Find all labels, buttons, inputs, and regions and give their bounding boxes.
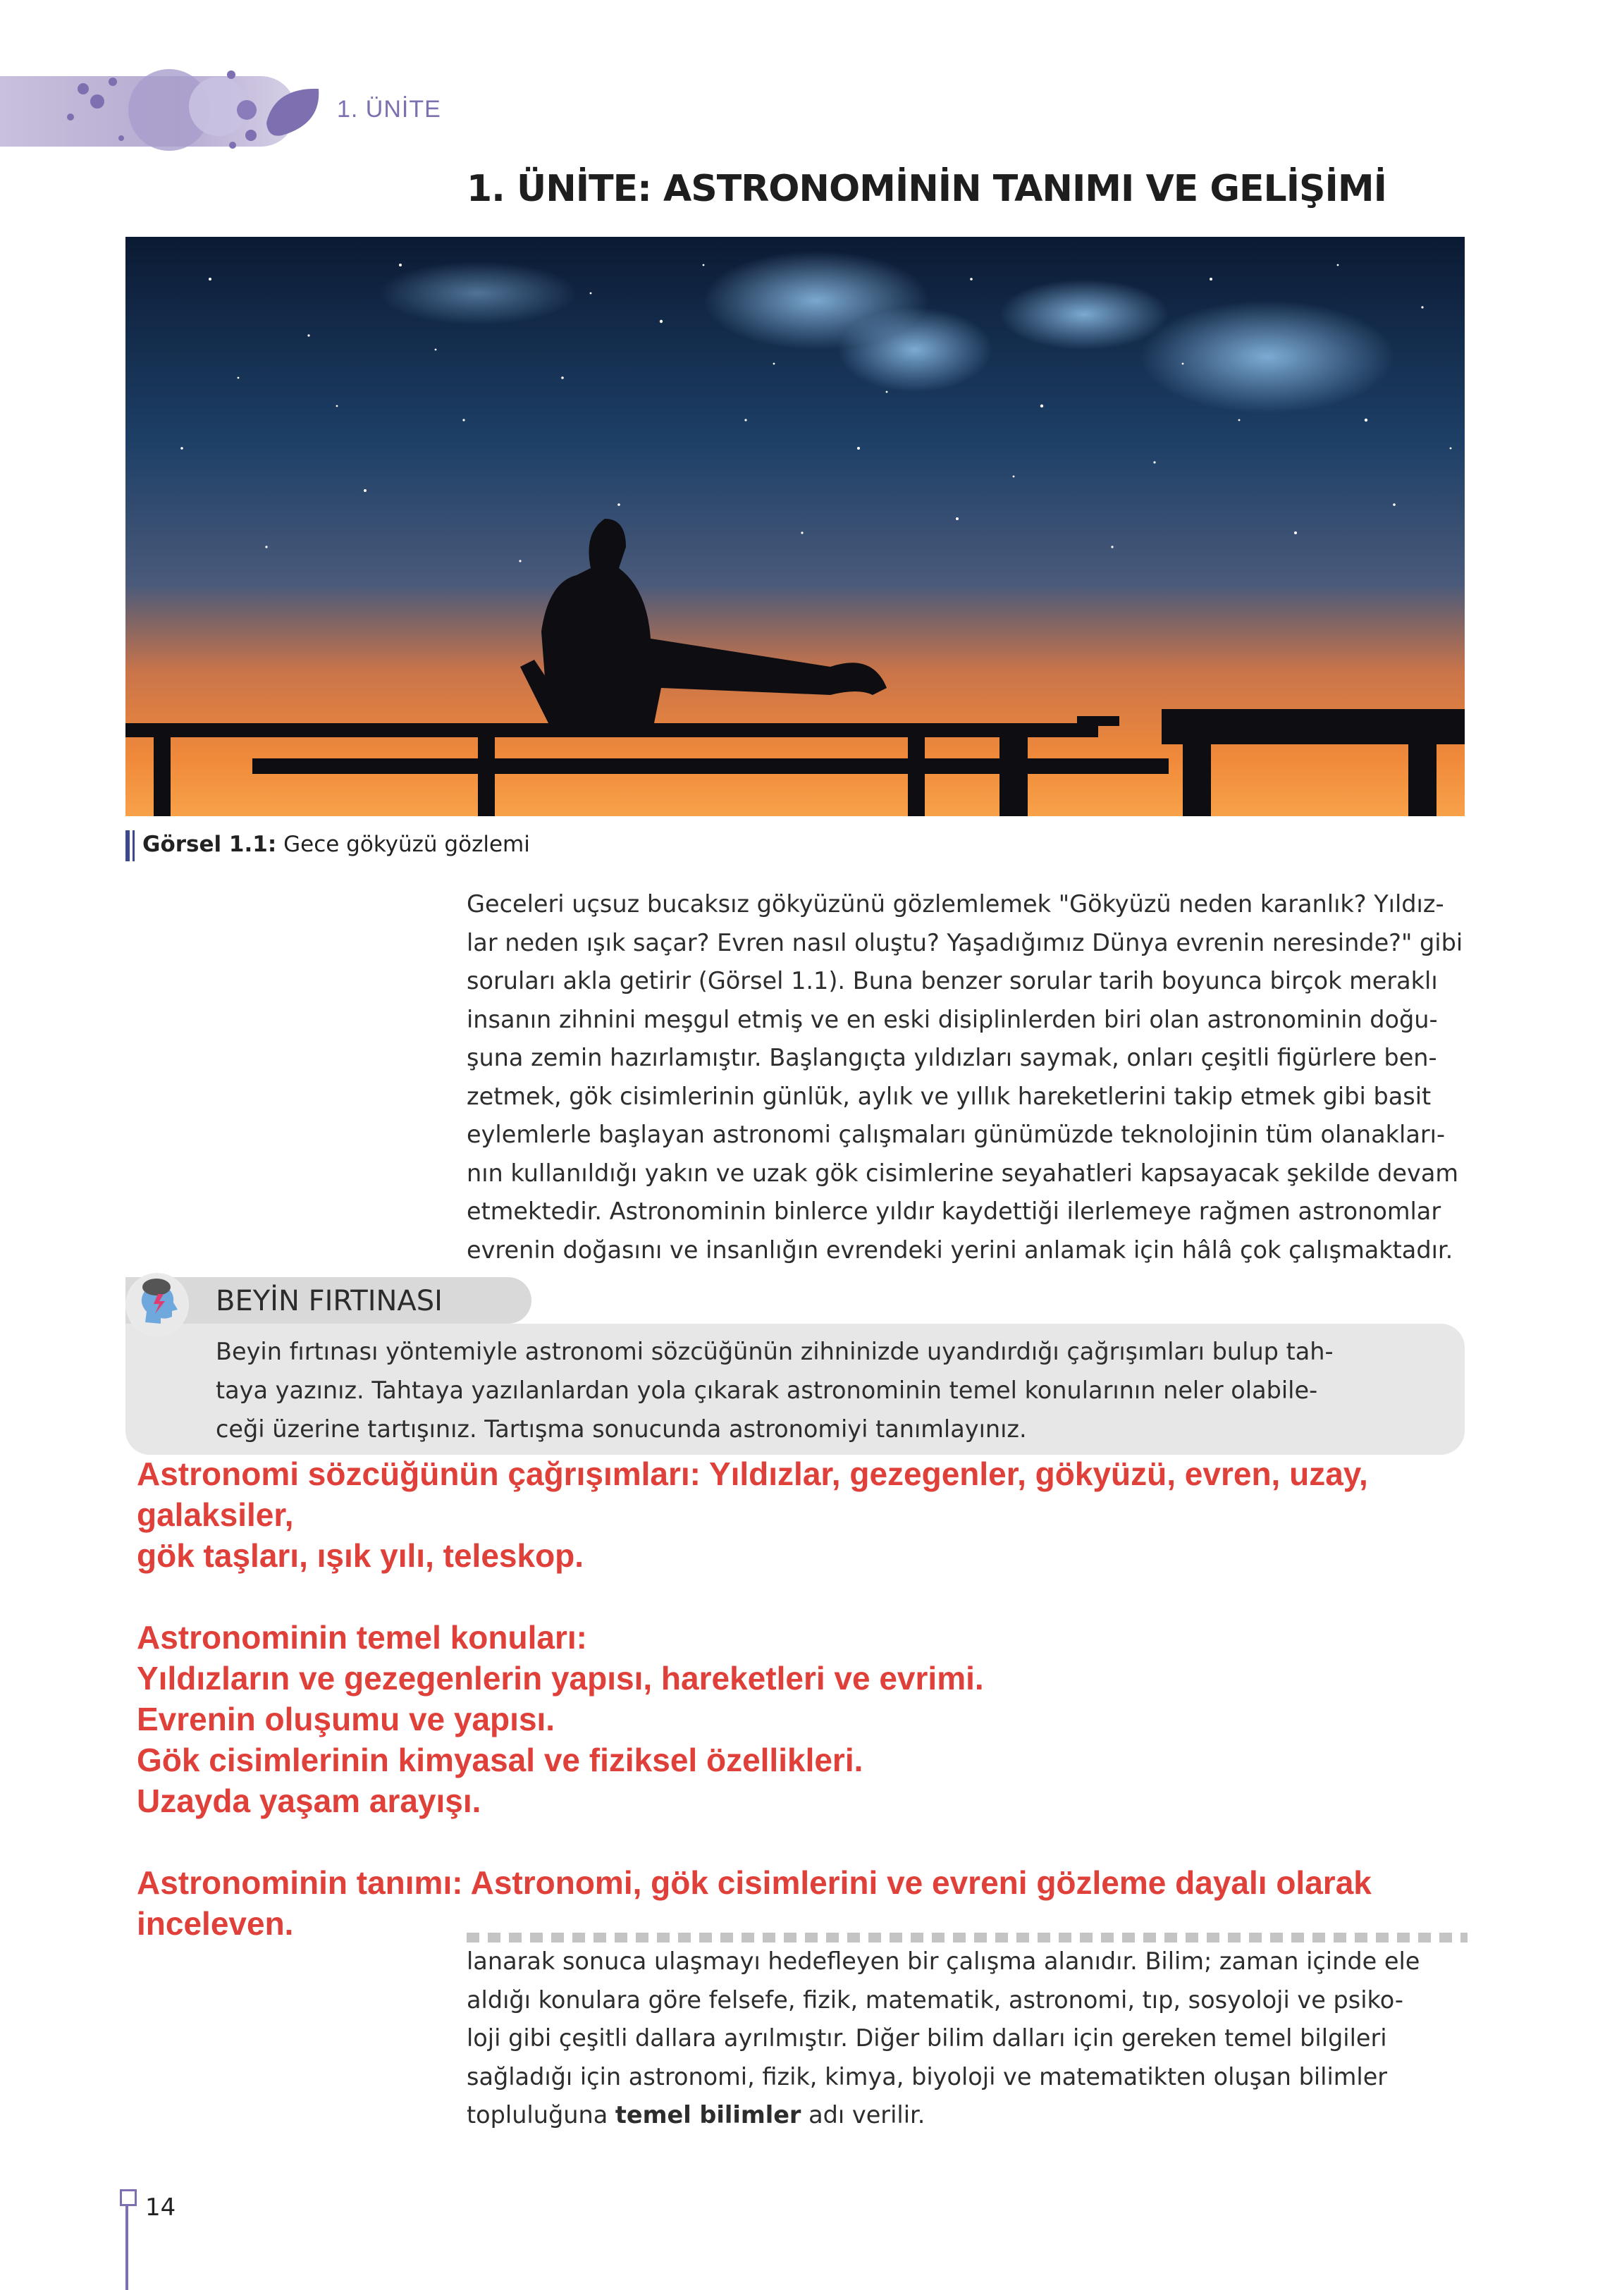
paragraph-line: şuna zemin hazırlamıştır. Başlangıçta yıldızları saymak, onları çeşitli figürlere ben-: [467, 1044, 1437, 1071]
answer-line: galaksiler,: [137, 1496, 294, 1533]
paragraph-line: evrenin doğasını ve insanlığın evrendeki yerini anlamak için hâlâ çok çalışmaktadır.: [467, 1236, 1453, 1264]
paragraph-line: soruları akla getirir (Görsel 1.1). Buna benzer sorular tarih boyunca birçok meraklı: [467, 967, 1438, 995]
paragraph-line: nın kullanıldığı yakın ve uzak gök cisimlerine seyahatleri kapsayacak şekilde devam: [467, 1159, 1458, 1187]
paragraph-text: topluluğuna: [467, 2101, 615, 2129]
answer-line: Evrenin oluşumu ve yapısı.: [137, 1701, 555, 1737]
brainstorm-head-icon: [125, 1273, 189, 1336]
brainstorm-line: taya yazınız. Tahtaya yazılanlardan yola çıkarak astronominin temel konularının neler olabile-: [216, 1377, 1318, 1404]
paragraph-line: aldığı konulara göre felsefe, fizik, matematik, astronomi, tıp, sosyoloji ve psiko-: [467, 1986, 1403, 2014]
brainstorm-line: Beyin fırtınası yöntemiyle astronomi sözcüğünün zihninizde uyandırdığı çağrışımları bulup tah-: [216, 1338, 1334, 1365]
intro-paragraph: [467, 885, 1468, 1269]
answer-line: Astronomi sözcüğünün çağrışımları: Yıldızlar, gezegenler, gökyüzü, evren, uzay,: [137, 1455, 1368, 1492]
unit-label: 1. ÜNİTE: [337, 96, 441, 123]
page-margin-rule: [125, 2193, 128, 2290]
page-margin-tick: [120, 2189, 137, 2206]
paragraph-line: [467, 2096, 1468, 2135]
caption-marker: [125, 830, 130, 861]
paragraph-line: etmektedir. Astronominin binlerce yıldır kaydettiği ilerlemeye rağmen astronomlar: [467, 1198, 1441, 1225]
key-term: temel bilimler: [615, 2101, 801, 2129]
header-bubbles-decoration: [42, 68, 338, 159]
paragraph-line: eylemlerle başlayan astronomi çalışmaları günümüzde teknolojinin tüm olanakları-: [467, 1121, 1446, 1148]
page-title: 1. ÜNİTE: ASTRONOMİNİN TANIMI VE GELİŞİMİ: [467, 168, 1386, 210]
answer-line: Gök cisimlerinin kimyasal ve fiziksel özellikleri.: [137, 1742, 863, 1778]
brainstorm-title: BEYİN FIRTINASI: [216, 1285, 443, 1317]
figure-caption: [142, 832, 530, 857]
answer-line: Yıldızların ve gezegenlerin yapısı, hareketleri ve evrimi.: [137, 1660, 984, 1697]
paragraph-line: Geceleri uçsuz bucaksız gökyüzünü gözlemlemek "Gökyüzü neden karanlık? Yıldız-: [467, 890, 1444, 918]
paragraph-text: adı verilir.: [801, 2101, 925, 2129]
answer-line: inceleven.: [137, 1905, 294, 1942]
paragraph-line: lar neden ışık saçar? Evren nasıl oluştu? Yaşadığımız Dünya evrenin neresinde?" gibi: [467, 928, 1463, 956]
figure-caption-text: Gece gökyüzü gözlemi: [276, 832, 530, 857]
science-paragraph: [467, 1943, 1468, 2135]
answer-line: Astronominin tanımı: Astronomi, gök cisimlerini ve evreni gözleme dayalı olarak: [137, 1864, 1372, 1901]
brainstorm-line: ceği üzerine tartışınız. Tartışma sonucunda astronomiyi tanımlayınız.: [216, 1415, 1027, 1443]
paragraph-line: lanarak sonuca ulaşmayı hedefleyen bir çalışma alanıdır. Bilim; zaman içinde ele: [467, 1947, 1420, 1975]
answer-overlay: [137, 1453, 1575, 1944]
night-sky-photo: [125, 237, 1465, 816]
paragraph-line: insanın zihnini meşgul etmiş ve en eski disiplinlerden biri olan astronominin doğu-: [467, 1005, 1438, 1033]
page-number: 14: [145, 2193, 176, 2222]
paragraph-line: sağladığı için astronomi, fizik, kimya, biyoloji ve matematikten oluşan bilimler: [467, 2062, 1388, 2091]
answer-line: Astronominin temel konuları:: [137, 1619, 587, 1656]
answer-line: gök taşları, ışık yılı, teleskop.: [137, 1537, 584, 1574]
paragraph-line: loji gibi çeşitli dallara ayrılmıştır. Diğer bilim dalları için gereken temel bilgileri: [467, 2024, 1387, 2052]
answer-line: Uzayda yaşam arayışı.: [137, 1783, 481, 1819]
caption-marker-thin: [133, 830, 135, 861]
figure-caption-label: Görsel 1.1:: [142, 832, 277, 857]
paragraph-line: zetmek, gök cisimlerinin günlük, aylık ve yıllık hareketlerini takip etmek gibi basit: [467, 1082, 1432, 1110]
brainstorm-instructions: [216, 1332, 1442, 1448]
